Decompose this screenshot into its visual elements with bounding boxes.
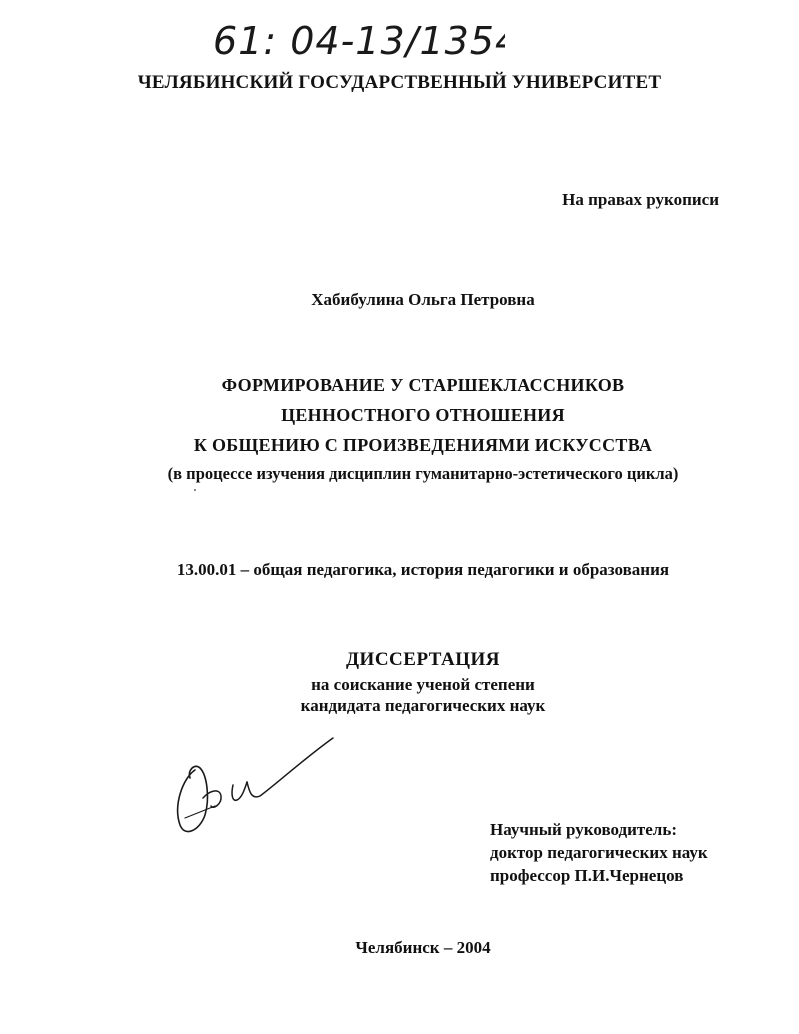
dissertation-title <box>0 370 799 486</box>
title-line-2: ЦЕННОСТНОГО ОТНОШЕНИЯ <box>281 405 565 425</box>
supervisor-degree: доктор педагогических наук <box>490 843 708 862</box>
handwritten-archive-code <box>205 8 505 70</box>
city-year: Челябинск – 2004 <box>355 938 491 957</box>
title-line-1: ФОРМИРОВАНИЕ У СТАРШЕКЛАССНИКОВ <box>221 375 625 395</box>
author-name: Хабибулина Ольга Петровна <box>311 290 535 309</box>
dissertation-heading: ДИССЕРТАЦИЯ <box>345 649 501 670</box>
degree-line-2: кандидата педагогических наук <box>300 696 546 715</box>
title-subtitle: (в процессе изучения дисциплин гуманитарно-эстетического цикла) <box>167 464 679 483</box>
specialty-code: 13.00.01 – общая педагогика, история педагогики и образования <box>176 560 670 579</box>
scan-speck <box>194 489 196 491</box>
handwritten-code-text: 61: 04-13/1354 <box>213 19 505 63</box>
rights-notice: На правах рукописи <box>562 190 719 209</box>
supervisor-label: Научный руководитель: <box>490 820 677 839</box>
dissertation-block <box>0 646 799 716</box>
supervisor-name: профессор П.И.Чернецов <box>490 866 684 885</box>
supervisor-block <box>490 818 708 887</box>
title-line-3: К ОБЩЕНИЮ С ПРОИЗВЕДЕНИЯМИ ИСКУССТВА <box>193 435 653 455</box>
signature <box>165 730 345 840</box>
university-name: ЧЕЛЯБИНСКИЙ ГОСУДАРСТВЕННЫЙ УНИВЕРСИТЕТ <box>137 72 662 93</box>
degree-line-1: на соискание ученой степени <box>311 675 535 694</box>
